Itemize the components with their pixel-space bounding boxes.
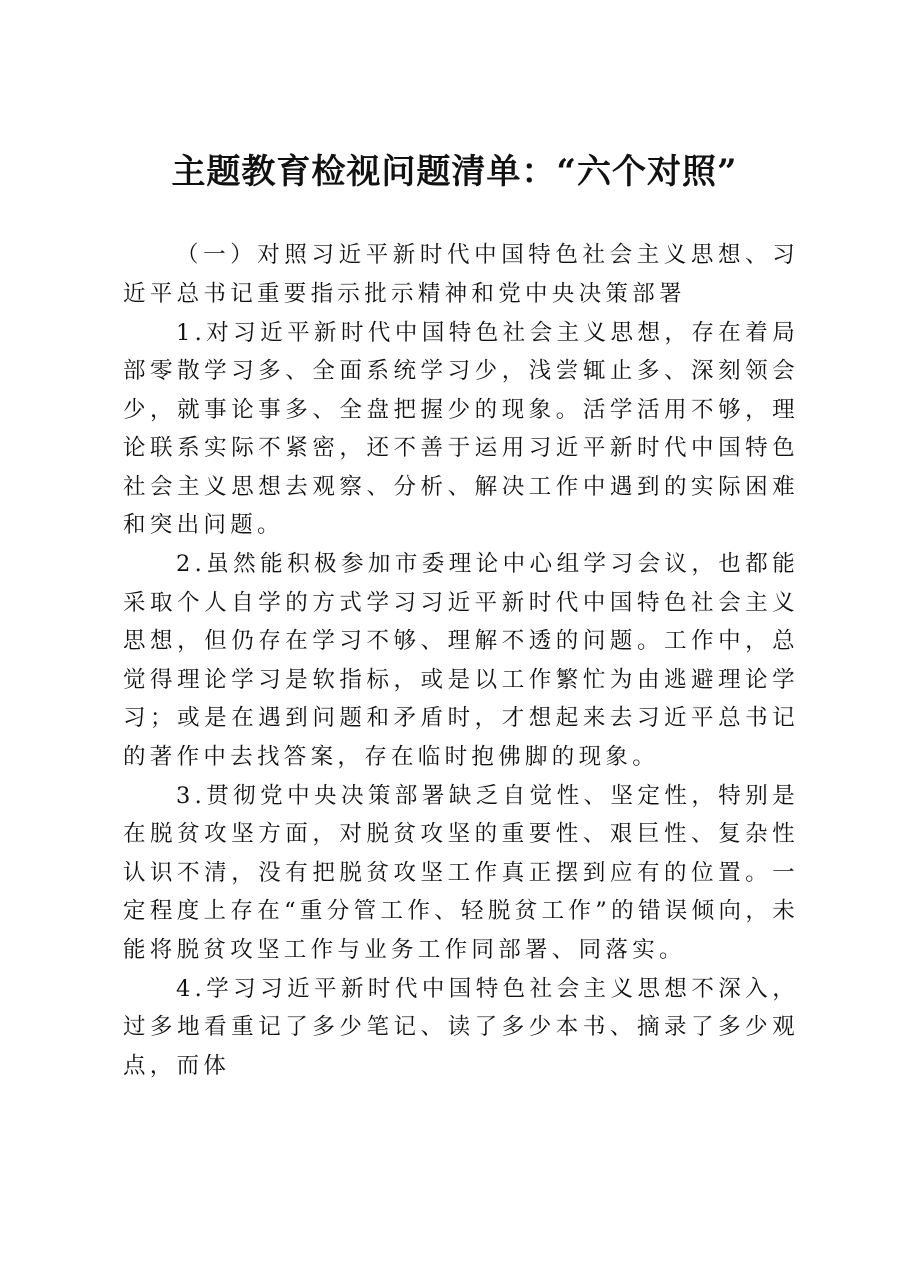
document-body: [123, 236, 799, 1086]
body-paragraph-1: 1.对习近平新时代中国特色社会主义思想，存在着局部零散学习多、全面系统学习少，浅尝辄止多、深刻领会少，就事论事多、全盘把握少的现象。活学活用不够，理论联系实际不紧密，还不善于运用习近平新时代中国特色社会主义思想去观察、分析、解决工作中遇到的实际困难和突出问题。: [123, 319, 799, 539]
body-paragraph-4: 4.学习习近平新时代中国特色社会主义思想不深入，过多地看重记了多少笔记、读了多少本书、摘录了多少观点，而体: [123, 975, 799, 1079]
section-heading-paragraph: （一）对照习近平新时代中国特色社会主义思想、习近平总书记重要指示批示精神和党中央决策部署: [123, 242, 799, 307]
body-paragraph-2: 2.虽然能积极参加市委理论中心组学习会议，也都能采取个人自学的方式学习习近平新时代中国特色社会主义思想，但仍存在学习不够、理解不透的问题。工作中，总觉得理论学习是软指标，或是以工作繁忙为由逃避理论学习；或是在遇到问题和矛盾时，才想起来去习近平总书记的著作中去找答案，存在临时抱佛脚的现象。: [123, 551, 799, 770]
document-title: 主题教育检视问题清单：“六个对照”: [171, 152, 738, 192]
body-paragraph-3: 3.贯彻党中央决策部署缺乏自觉性、坚定性，特别是在脱贫攻坚方面，对脱贫攻坚的重要性、艰巨性、复杂性认识不清，没有把脱贫攻坚工作真正摆到应有的位置。一定程度上存在“重分管工作、轻脱贫工作”的错误倾向，未能将脱贫攻坚工作与业务工作同部署、同落实。: [123, 782, 799, 963]
